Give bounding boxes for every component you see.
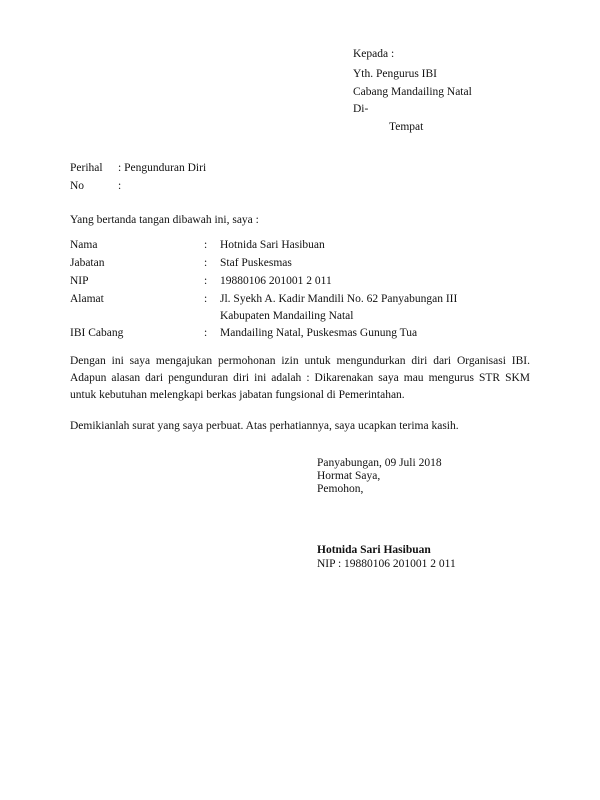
identity-label: IBI Cabang [70, 327, 124, 339]
identity-colon: : [204, 293, 208, 305]
identity-label: Alamat [70, 293, 104, 305]
identity-value: 19880106 201001 2 011 [220, 275, 332, 287]
identity-row [70, 291, 540, 307]
intro-text: Yang bertanda tangan dibawah ini, saya : [70, 214, 259, 226]
signature-place-date: Panyabungan, 09 Juli 2018 [317, 457, 442, 469]
perihal-label: Perihal [70, 162, 103, 174]
signature-role: Pemohon, [317, 483, 364, 495]
recipient-yth: Yth. Pengurus IBI [353, 68, 438, 80]
identity-row [70, 308, 540, 324]
signature-nip: NIP : 19880106 201001 2 011 [317, 558, 456, 570]
identity-row [70, 255, 540, 271]
identity-value: Hotnida Sari Hasibuan [220, 239, 325, 251]
identity-row [70, 273, 540, 289]
identity-colon: : [204, 275, 208, 287]
identity-value: Jl. Syekh A. Kadir Mandili No. 62 Panyabungan III [220, 293, 458, 305]
identity-colon: : [204, 239, 208, 251]
body-paragraph: Dengan ini saya mengajukan permohonan izin untuk mengundurkan diri dari Organisasi IBI. Adapun alasan dari pengunduran diri ini adalah : Dikarenakan saya mau mengurus STR SKM untuk kebutuhan melengkapi berkas jabatan fungsional di Pemerintahan. [70, 355, 530, 401]
perihal-value: : Pengunduran Diri [118, 162, 207, 174]
identity-colon: : [204, 257, 208, 269]
no-value: : [118, 180, 122, 192]
recipient-di: Di- [353, 103, 369, 115]
identity-value: Staf Puskesmas [220, 257, 292, 269]
recipient-kepada: Kepada : [353, 48, 395, 60]
identity-label: Nama [70, 239, 98, 251]
signature-regards: Hormat Saya, [317, 470, 381, 482]
recipient-cabang: Cabang Mandailing Natal [353, 86, 472, 98]
identity-row [70, 237, 540, 253]
closing-paragraph: Demikianlah surat yang saya perbuat. Atas perhatiannya, saya ucapkan terima kasih. [70, 420, 459, 432]
recipient-tempat: Tempat [389, 121, 424, 133]
no-label: No [70, 180, 85, 192]
signature-name: Hotnida Sari Hasibuan [317, 544, 431, 556]
identity-label: Jabatan [70, 257, 105, 269]
identity-value: Mandailing Natal, Puskesmas Gunung Tua [220, 327, 418, 339]
identity-row [70, 325, 540, 341]
identity-label: NIP [70, 275, 89, 287]
identity-value: Kabupaten Mandailing Natal [220, 310, 354, 322]
identity-colon: : [204, 327, 208, 339]
